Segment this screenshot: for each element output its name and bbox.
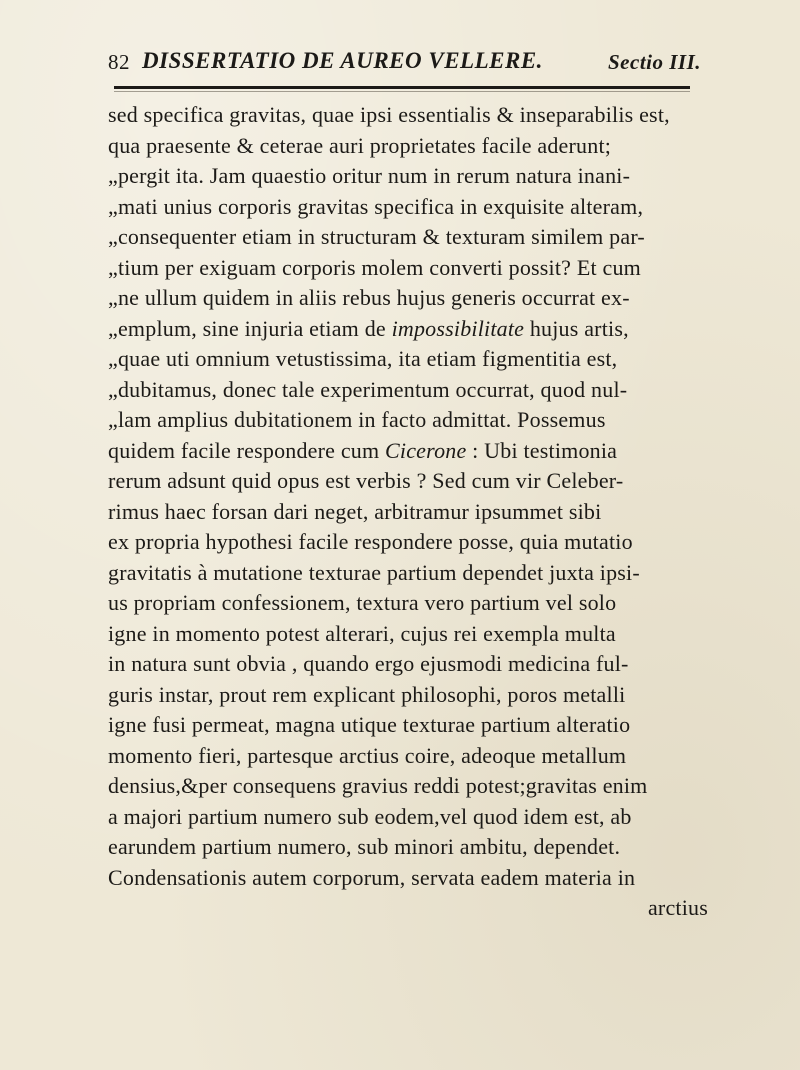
text-line: ex propria hypothesi facile respondere posse, quia mutatio: [108, 529, 633, 554]
header-rule: [114, 86, 690, 89]
header-rule-thin: [114, 91, 690, 92]
text-line: rerum adsunt quid opus est verbis ? Sed cum vir Celeber-: [108, 468, 624, 493]
text-line-start: „emplum, sine injuria etiam de: [108, 315, 392, 341]
text-line: [108, 436, 708, 467]
text-line: „quae uti omnium vetustissima, ita etiam figmentitia est,: [108, 346, 618, 371]
text-line: guris instar, prout rem explicant philosophi, poros metalli: [108, 681, 626, 707]
text-line: „ne ullum quidem in aliis rebus hujus generis occurrat ex-: [108, 285, 630, 310]
text-line-end: hujus artis,: [524, 315, 629, 341]
text-line: „tium per exiguam corporis molem converti possit? Et cum: [108, 254, 641, 280]
text-line: „consequenter etiam in structuram & texturam similem par-: [108, 224, 645, 249]
text-line: igne fusi permeat, magna utique texturae partium alteratio: [108, 712, 631, 737]
text-line: „mati unius corporis gravitas specifica in exquisite alteram,: [108, 193, 644, 219]
italic-name: Cicerone: [385, 437, 467, 463]
text-line: Condensationis autem corporum, servata eadem materia in: [108, 864, 636, 890]
text-line: us propriam confessionem, textura vero partium vel solo: [108, 590, 617, 615]
text-line: igne in momento potest alterari, cujus rei exempla multa: [108, 620, 616, 646]
text-line: earundem partium numero, sub minori ambitu, dependet.: [108, 834, 621, 859]
text-line-start: quidem facile respondere cum: [108, 437, 386, 463]
text-line: rimus haec forsan dari neget, arbitramur ipsummet sibi: [108, 498, 602, 524]
catchword: arctius: [647, 895, 708, 920]
text-line-end: : Ubi testimonia: [466, 437, 618, 463]
section-label: Sectio III.: [608, 50, 702, 74]
text-line: in natura sunt obvia , quando ergo ejusmodi medicina ful-: [108, 651, 629, 676]
text-line: [108, 314, 708, 345]
italic-term: impossibilitate: [391, 315, 525, 341]
body-text: [108, 100, 708, 924]
page-number: 82: [108, 50, 130, 74]
text-line: a majori partium numero sub eodem,vel quod idem est, ab: [108, 803, 632, 829]
text-line: densius,&per consequens gravius reddi potest;gravitas enim: [108, 773, 648, 798]
text-line: qua praesente & ceterae auri proprietates facile aderunt;: [108, 132, 612, 158]
text-line: sed specifica gravitas, quae ipsi essentialis & inseparabilis est,: [108, 102, 670, 127]
page-header: [108, 44, 708, 84]
text-line: gravitatis à mutatione texturae partium dependet juxta ipsi-: [108, 559, 640, 585]
text-line: „dubitamus, donec tale experimentum occurrat, quod nul-: [108, 376, 628, 402]
text-line: „lam amplius dubitationem in facto admittat. Possemus: [108, 407, 606, 432]
text-line: momento fieri, partesque arctius coire, adeoque metallum: [108, 742, 627, 768]
text-line: „pergit ita. Jam quaestio oritur num in rerum natura inani-: [108, 163, 631, 188]
running-title: DISSERTATIO DE AUREO VELLERE.: [142, 48, 543, 73]
